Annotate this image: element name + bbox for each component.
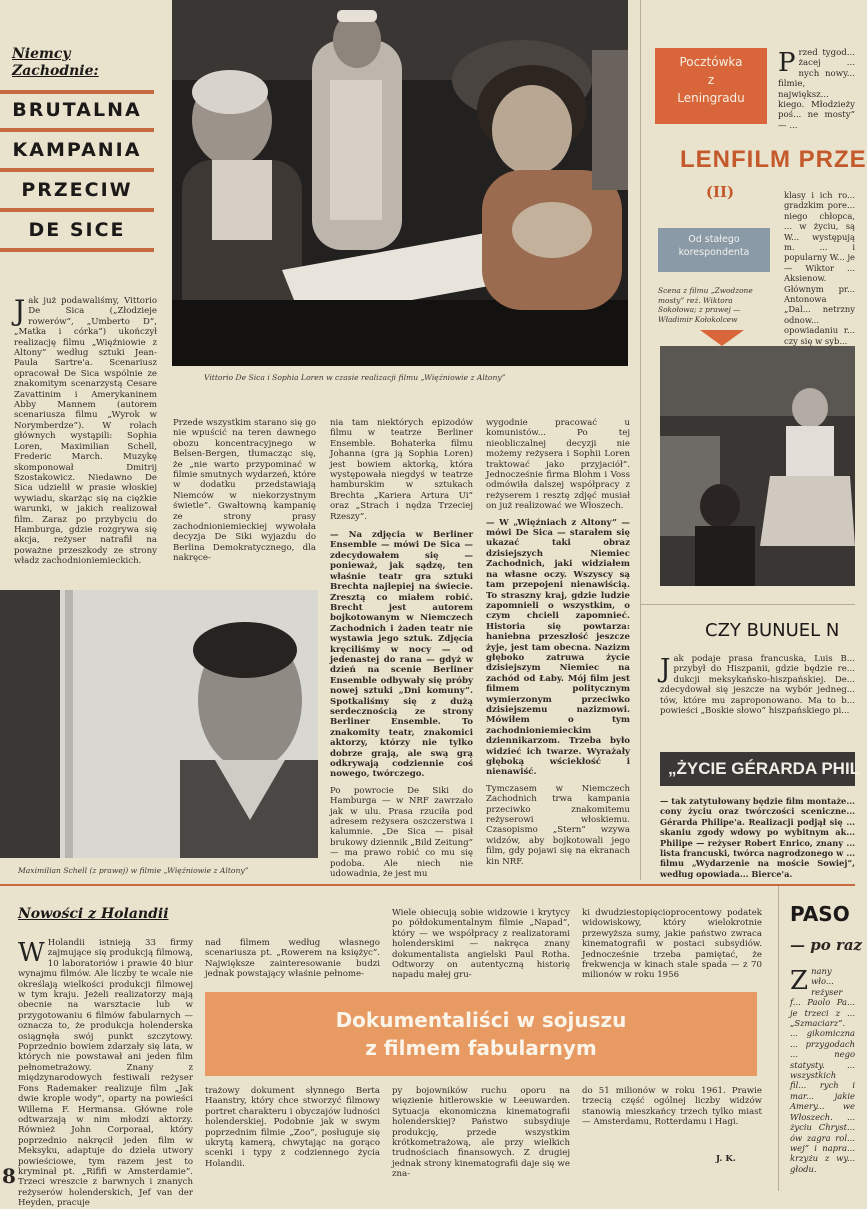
article5-column-1-text: Holandii istnieją 33 firmy zajmujące się produkcją filmową, 10 laboratoriów i prawie 40 biur wynajmu filmów. Ale liczby te wcale nie określają wielkości produkcji filmowej w tym kraju. Jeżeli realizatorzy mają obecnie na warsztacie lub w przygotowaniu 6 filmów fabularnych — oznacza to, że produkcja holenderska osiągnęła swój punkt szczytowy. Poprzednio bowiem zdarzały się lata, w których nie powstawał ani jeden film pełnometrażowy. Znany z międzynarodowych festiwali reżyser Fons Rademaker realizuje film „Jak dwie krople wody”, oparty na powieści Willema F. Hermansa. Główne role odtwarzają w nim młodzi aktorzy. Również John Corporaal, który poprzednio nakręcił jeden film w Meksyku, adaptuje do dzieła utwory powieściowe, tym razem jest to kryminał pt. „Rififi w Amsterdamie”. Trzeci wreszcie z barwnych i znanych reżyserów holenderskich, Jef van der Heyden, pracuje <box>18 938 193 1209</box>
rule-line <box>640 604 855 605</box>
column-divider <box>640 0 641 880</box>
article4-text: — tak zatytułowany będzie film montaże... cony życiu oraz twórczości sceniczne... Gérarda Philipe'a. Realizacji podjął się ... skaniu zgody wdowy po wybitnym ak... Philipe — reżyser Robert Enrico, znany ... lista francuski, twórca nagrodzonego w ... filmu „Wydarzenie na moście Sowiej”, według opowiada... Bierce'a. <box>660 796 855 879</box>
article1-kicker <box>12 46 154 80</box>
photo-zwodzone-mosty <box>660 346 855 586</box>
article2-headline: LENFILM PRZE <box>680 146 867 173</box>
article6-text <box>790 966 855 1174</box>
article5-column-2: nad filmem według własnego scenariusza pt. „Rowerem na księżyc”. Największe zainteresowanie budzi jednak powstający właśnie pełnome- <box>205 938 380 980</box>
photo1-caption: Vittorio De Sica i Sophia Loren w czasie realizacji filmu „Więźniowie z Altony” <box>204 373 506 382</box>
article5-banner-text <box>205 992 757 1062</box>
article5-column-4: ki dwudziestopięcioprocentowy podatek widowiskowy, który wielokrotnie przewyższa sumy, jakie państwo zwraca kinematografii w postaci subsydiów. Jednocześnie trzeba pamiętać, że frekwencja w kinach stale spada — z 70 milionów w roku 1956 <box>582 908 762 981</box>
article5-column-2b: trażowy dokument słynnego Berta Haanstry, który chce stworzyć filmowy portret charakteru i obyczajów ludności holenderskiej. Podobnie jak w swym poprzednim filmie „Zoo”, posługuje się ukrytą kamerą, chwytając na gorąco scenki i typy z codziennego życia Holandii. <box>205 1086 380 1169</box>
article1-column-1 <box>14 296 157 567</box>
banner-line: Dokumentaliści w sojuszu <box>335 1008 627 1032</box>
headline-word: PRZECIW <box>21 179 133 201</box>
rule-line <box>0 90 154 94</box>
article6-subhead: — po raz <box>790 936 863 954</box>
article2-intro-text: rzed tygod... żacej ... nych nowy... filmie, największ... kiego. Młodzieży poś... ne mosty” — ... <box>778 48 855 131</box>
rule-line <box>0 248 154 252</box>
article3-text <box>660 654 855 716</box>
article6-body: nany wło... reżyser f... Paolo Pa... je trzeci z ... „Szmaciarz”. ... gikomiczna ... przygodach ... nego statysty. ... wszystkich fil... rych i mar... jakie Amery... we Włoszech. ... życiu Chryst... ów zagra rol... wej” i napra... krzyżu z wy... głodu. <box>790 966 855 1174</box>
article1-column-1-text: ak już podawaliśmy, Vittorio De Sica („Złodzieje rowerów”, „Umberto D”, „Matka i córka”) ukończył realizację filmu „Więźniowie z Altony” według sztuki Jean-Paula Sartre'a. Scenariusz opracował De Sica wspólnie ze znakomitym scenarzystą Cesare Zavattinim i Amerykaninem Abby Mannem (autorem scenariusza filmu „Wyrok w Norymberdze”). W rolach głównych wystąpili: Sophia Loren, Maximilian Schell, Frederic March. Muzykę skomponował Dmitrij Szostakowicz. Niedawno De Sica udzielił w prasie włoskiej wywiadu, skarżąc się na ciężkie warunki, w jakich realizował film. Zaraz po przybyciu do Hamburga, gdzie rozgrywa się akcja, reżyser natrafił na poważne przeszkody ze strony władz zachodnioniemieckich. <box>14 296 157 567</box>
article1-column-3-quote: — Na zdjęcia w Berliner Ensemble — mówi De Sica — zdecydowałem się — ponieważ, jak sądzę, ten właśnie teatr gra sztuki Brechta najlepiej na świecie. Zresztą co miałem robić. Brecht jest autorem bojkotowanym w Niemczech Zachodnich i żaden teatr nie wystawia jego sztuk. Zdjęcia kręciliśmy w nocy — od jedenastej do rana — gdyż w dzień na scenie Berliner Ensemble odbywały się próby nowej sztuki „Dni komuny”. Spotkaliśmy się z dużą serdecznością ze strony Berliner Ensemble. To znakomity teatr, znakomici aktorzy, którzy nie tylko dobrze grają, ale swą grą odkrywają codziennie coś nowego, twórczego. <box>330 530 473 780</box>
correspondent-label-text: Od stałego korespondenta <box>678 234 750 258</box>
article5-signature: J. K. <box>716 1154 736 1164</box>
article1-column-3-paragraph: Po powrocie De Siki do Hamburga — w NRF zawrzało jak w ulu. Prasa rzuciła pod adresem reżysera oszczerstwa i kalumnie. „De Sica — pisał brukowy dziennik „Bild Zeitung” — ma prawo robić co mu się podoba. Ale niech nie udowadnia, że jest mu <box>330 785 473 880</box>
article2-photo-caption: Scena z filmu „Zwodzone mosty” reż. Wiktora Sokołowa; z prawej — Władimir Kołokolcew <box>658 286 753 324</box>
article1-column-2-text: Przede wszystkim starano się go nie wpuścić na teren dawnego obozu koncentracyjnego w Belsen-Bergen, tłumacząc się, że „nie warto przypominać w filmie smutnych wydarzeń, które w dodatku przedstawiają Niemców w niekorzystnym świetle”. Gwałtowną kampanię ze strony prasy zachodnioniemieckiej wywołała decyzja De Siki wyjazdu do Berlina Demokratycznego, dla nakręce- <box>173 418 316 564</box>
article6-headline: PASO <box>790 902 850 926</box>
article1-column-4-paragraph: wygodnie pracować u komunistów... Po tej nieobliczalnej decyzji nie możemy reżysera i Sophii Loren traktować jako przyjaciół”. Jednocześnie firma Blohm i Voss odmówiła dalszej współpracy z reżyserem i resztę zdjęć musiał on już realizować we Włoszech. <box>486 418 630 512</box>
section-divider <box>0 884 855 886</box>
rule-line <box>0 208 154 212</box>
article1-headline <box>0 96 154 256</box>
column-divider <box>778 886 779 1191</box>
drop-cap: Z <box>790 966 809 996</box>
article5-column-1 <box>18 938 193 1209</box>
banner-line: z filmem fabularnym <box>365 1036 597 1060</box>
article2-column: klasy i ich ro... gradzkim pore... niego chłopca, ... w życiu, są W... występują m. ... i popularny W... je — Wiktor ... Aksienow. Głównym pr... Antonowa „Dal... netrzny odnow... opowiadaniu r... czy się w syb... <box>784 190 855 346</box>
photo2-caption: Maximilian Schell (z prawej) w filmie „Więźniowie z Altony” <box>18 866 249 875</box>
photo-zwodzone-mosty-image <box>660 346 855 586</box>
article1-column-3-paragraph: nia tam niektórych epizodów filmu w teatrze Berliner Ensemble. Bohaterka filmu Johanna (gra ją Sophia Loren) jest bowiem aktorką, która występowała niegdyś w teatrze hamburskim w sztukach Brechta „Kariera Artura Ui” oraz „Strach i nędza Trzeciej Rzeszy”. <box>330 418 473 522</box>
article5-column-3: Wiele obiecują sobie widzowie i krytycy po półdokumentalnym filmie „Napad”, który — we współpracy z realizatorami holenderskimi — nakręca znany dokumentalista angielski Paul Rotha. Odtworzy on autentyczną historię napadu małej gru- <box>392 908 570 981</box>
caption-arrow-icon <box>700 330 744 346</box>
article4-headline-bar <box>660 752 861 786</box>
article5-column-3b: py bojowników ruchu oporu na więzienie hitlerowskie w Leeuwarden. Sytuacja ekonomiczna kinematografii holenderskiej? Państwo subsydiuje produkcję, przede wszystkim krótkometrażową, ale przy wielkich trudnościach finansowych. Z drugiej jednak strony kinematografii daje się we zna- <box>392 1086 570 1180</box>
drop-cap: J <box>660 654 671 684</box>
postcard-label <box>655 48 767 124</box>
article1-kicker-text: Niemcy Zachodnie: <box>12 46 99 79</box>
correspondent-label <box>658 228 770 272</box>
article1-column-3 <box>330 418 473 879</box>
headline-word: DE SICE <box>28 219 126 241</box>
page-number: 8 <box>2 1164 16 1188</box>
article1-column-4-paragraph: Tymczasem w Niemczech Zachodnich trwa kampania przeciwko znakomitemu reżyserowi włoskiemu. Czasopismo „Stern” wzywa widzów, aby bojkotowali jego film, gdy pojawi się na ekranach kin NRF. <box>486 783 630 867</box>
postcard-label-line: z <box>707 73 715 87</box>
article5-banner <box>205 992 757 1076</box>
photo-maximilian-schell <box>0 590 318 858</box>
photo-de-sica-loren-image <box>172 0 628 366</box>
drop-cap: W <box>18 938 45 968</box>
headline-word: BRUTALNA <box>12 99 142 121</box>
headline-word: KAMPANIA <box>12 139 142 161</box>
drop-cap: P <box>778 48 796 78</box>
article1-column-4-quote: — W „Więźniach z Altony” — mówi De Sica — starałem się ukazać taki obraz dzisiejszych Niemiec Zachodnich, jaki widziałem na własne oczy. Wszyscy są tam przepojeni nienawiścią. To straszny kraj, gdzie ludzie zapomnieli o wszystkim, o czym chcieli zapomnieć. Historia się powtarza: haniebna przeszłość jeszcze żyje, jest tam obecna. Nazizm głęboko zatruwa życie dzisiejszym Niemiec na zachód od Łaby. Mój film jest filmem politycznym wymierzonym przeciwko dzisiejszemu nazizmowi. Mówiłem o tym zachodnioniemieckim dziennikarzom. Trzeba było widzieć ich twarze. Wyrażały głęboką wściekłość i nienawiść. <box>486 517 630 778</box>
article2-part: (II) <box>705 183 735 201</box>
rule-line <box>0 168 154 172</box>
photo-maximilian-schell-image <box>0 590 318 858</box>
article3-body: ak podaje prasa francuska, Luis B... przybył do Hiszpanii, gdzie będzie re... dukcji meksykańsko-hiszpańskiej. De... zdecydował się jeszcze na wybór jedneg... tów, które mu zaproponowano. Ma to b... powieści „Boskie słowo” hiszpańskiego pi... <box>660 654 855 717</box>
postcard-label-line: Pocztówka <box>679 55 743 69</box>
article3-headline: CZY BUNUEL N <box>705 620 840 641</box>
postcard-label-text <box>655 48 767 107</box>
article2-intro <box>778 48 855 131</box>
article1-column-2 <box>173 418 316 564</box>
drop-cap: J <box>14 294 26 327</box>
rule-line <box>0 128 154 132</box>
article1-column-4 <box>486 418 630 867</box>
article5-column-4b: do 51 milionów w roku 1961. Prawie trzecią część ogólnej liczby widzów stanowią mieszkańcy trzech tylko miast — Amsterdamu, Rotterdamu i Hagi. <box>582 1086 762 1128</box>
photo-de-sica-loren <box>172 0 628 366</box>
postcard-label-line: Leningradu <box>677 91 745 105</box>
article4-headline: „ŻYCIE GÉRARDA PHIL <box>668 759 861 778</box>
article5-kicker: Nowości z Holandii <box>18 906 169 922</box>
